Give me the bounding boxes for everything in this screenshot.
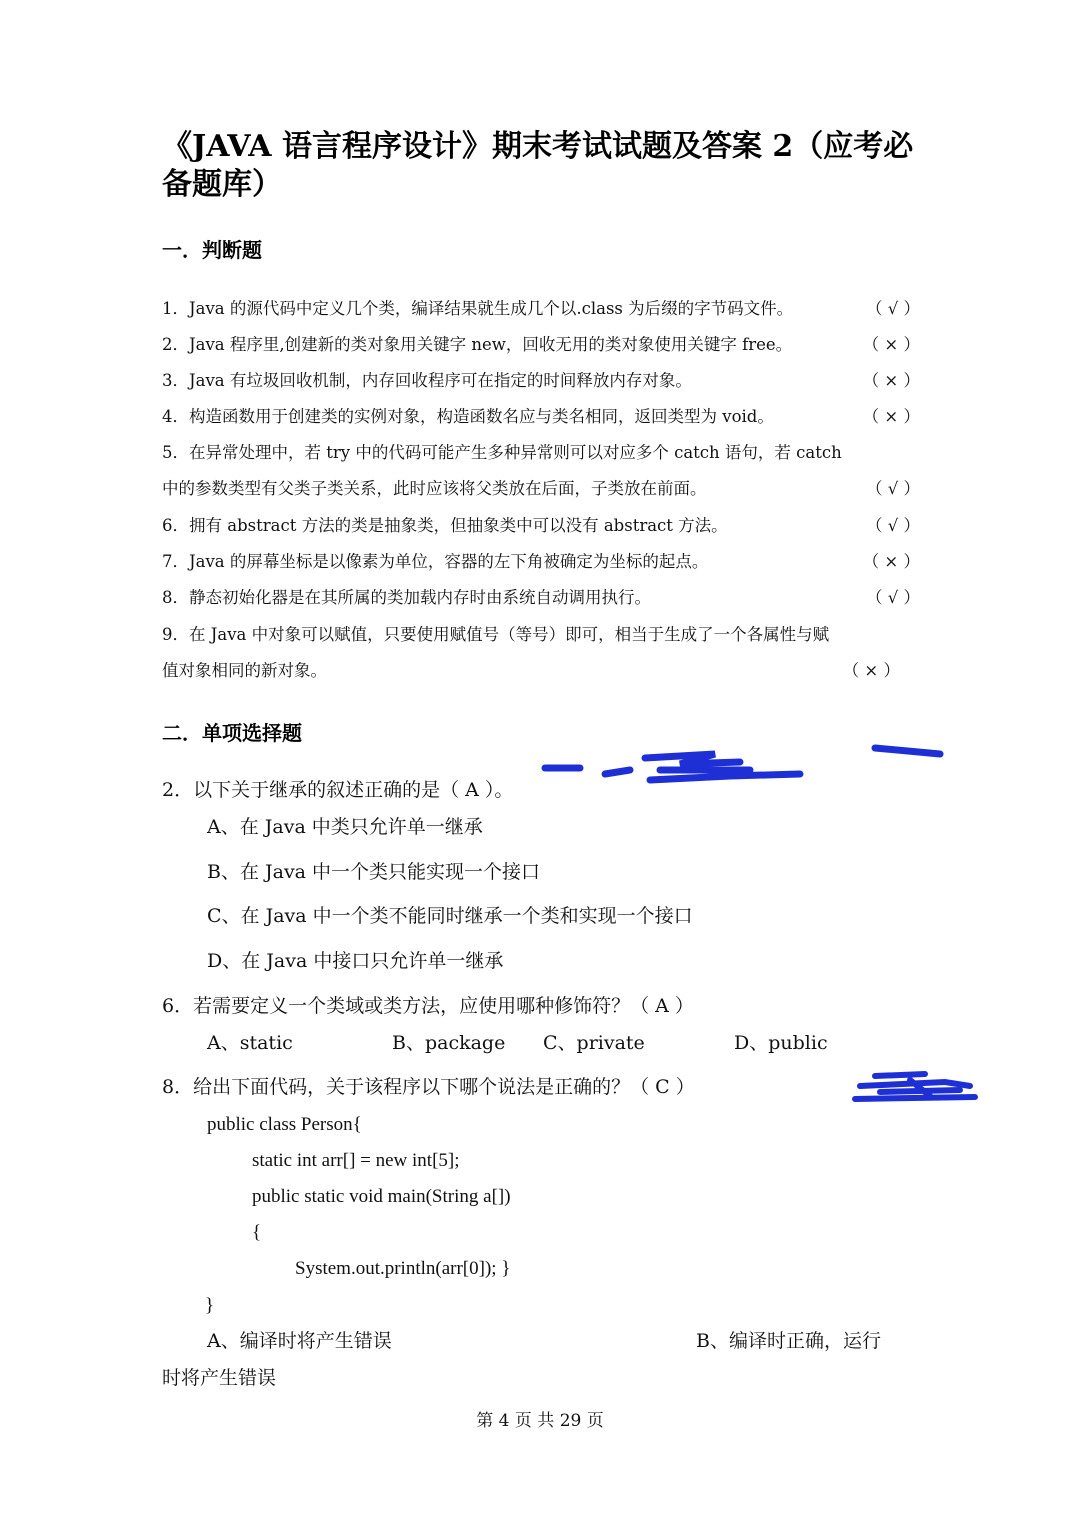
q6-option-d: D、public xyxy=(734,1032,828,1054)
tf-item-9a: 9．在 Java 中对象可以赋值，只要使用赋值号（等号）即可，相当于生成了一个各属性与赋 xyxy=(162,625,830,644)
q6-option-c: C、private xyxy=(543,1032,645,1054)
code-line-2: static int arr[] = new int[5]; xyxy=(252,1150,460,1171)
q6-option-a: A、static xyxy=(207,1032,293,1054)
q6-stem: 6．若需要定义一个类域或类方法，应使用哪种修饰符？（ A ） xyxy=(162,995,694,1017)
q2-stem: 2．以下关于继承的叙述正确的是（ A ）。 xyxy=(162,779,514,801)
code-line-3: public static void main(String a[]) xyxy=(252,1186,511,1207)
section-heading-single-choice: 二．单项选择题 xyxy=(162,721,302,745)
page-title: 《JAVA 语言程序设计》期末考试试题及答案 2（应考必备题库） xyxy=(162,129,914,202)
q8-option-a: A、编译时将产生错误 xyxy=(207,1330,392,1352)
q8-option-b: B、编译时正确，运行 xyxy=(696,1330,881,1352)
q6-option-b: B、package xyxy=(392,1032,506,1054)
ink-scribble xyxy=(540,740,950,790)
tf-item-5b: 中的参数类型有父类子类关系，此时应该将父类放在后面，子类放在前面。 （ √ ） xyxy=(162,479,920,498)
tf-item-9b: 值对象相同的新对象。 （ × ） xyxy=(162,661,900,680)
tf-item-1: 1．Java 的源代码中定义几个类，编译结果就生成几个以.class 为后缀的字节码文件。 （ √ ） xyxy=(162,299,920,318)
tf-item-2: 2．Java 程序里,创建新的类对象用关键字 new，回收无用的类对象使用关键字 free。 （ × ） xyxy=(162,335,920,354)
code-line-1: public class Person{ xyxy=(207,1114,362,1135)
code-line-5: System.out.println(arr[0]); } xyxy=(295,1258,511,1279)
code-line-6: } xyxy=(205,1295,215,1316)
tf-item-4: 4．构造函数用于创建类的实例对象，构造函数名应与类名相同，返回类型为 void。 （ × ） xyxy=(162,407,920,426)
q2-option-a: A、在 Java 中类只允许单一继承 xyxy=(207,816,483,838)
tf-item-6: 6．拥有 abstract 方法的类是抽象类，但抽象类中可以没有 abstract 方法。 （ √ ） xyxy=(162,516,920,535)
code-line-4: { xyxy=(252,1222,262,1243)
q2-option-c: C、在 Java 中一个类不能同时继承一个类和实现一个接口 xyxy=(207,905,693,927)
tf-item-8: 8．静态初始化器是在其所属的类加载内存时由系统自动调用执行。 （ √ ） xyxy=(162,588,920,607)
tf-item-7: 7．Java 的屏幕坐标是以像素为单位，容器的左下角被确定为坐标的起点。 （ × ） xyxy=(162,552,920,571)
q2-option-d: D、在 Java 中接口只允许单一继承 xyxy=(207,950,504,972)
q8-option-b-continued: 时将产生错误 xyxy=(162,1367,277,1389)
ink-scribble-2 xyxy=(850,1066,985,1106)
page-footer: 第 4 页 共 29 页 xyxy=(476,1411,604,1431)
tf-item-5a: 5．在异常处理中，若 try 中的代码可能产生多种异常则可以对应多个 catch 语句，若 catch xyxy=(162,443,842,462)
q2-option-b: B、在 Java 中一个类只能实现一个接口 xyxy=(207,861,541,883)
q8-stem: 8．给出下面代码，关于该程序以下哪个说法是正确的？（ C ） xyxy=(162,1076,695,1098)
tf-item-3: 3．Java 有垃圾回收机制，内存回收程序可在指定的时间释放内存对象。 （ × ） xyxy=(162,371,920,390)
section-heading-true-false: 一．判断题 xyxy=(162,238,262,262)
